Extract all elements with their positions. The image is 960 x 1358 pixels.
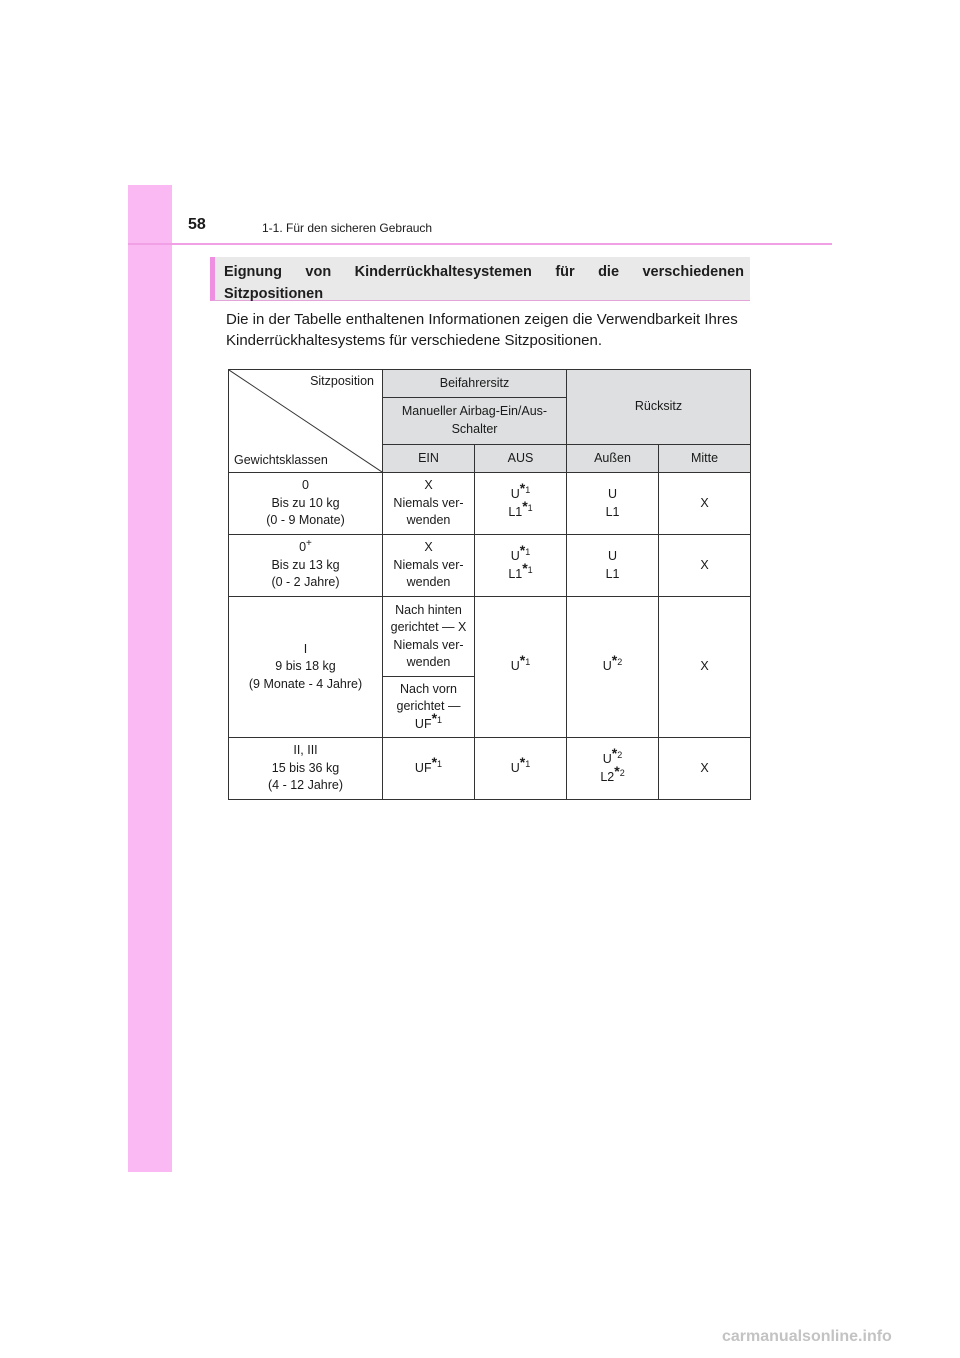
corner-header-cell (229, 370, 383, 473)
asterisk-icon: * (611, 744, 618, 761)
weight-class-cell: II, III 15 bis 36 kg (4 - 12 Jahre) (229, 738, 383, 800)
col-header-aus: AUS (475, 444, 567, 472)
watermark: carmanualsonline.info (722, 1328, 892, 1345)
table-row (229, 535, 751, 597)
rear-seat-header: Rücksitz (567, 370, 751, 445)
asterisk-icon: * (611, 652, 618, 669)
aussen-cell: U*$^2$ (567, 597, 659, 738)
aussen-cell: U L1 (567, 535, 659, 597)
ein-cell: UF*$^1$ (383, 738, 475, 800)
table-row (229, 473, 751, 535)
asterisk-icon: * (431, 709, 438, 726)
asterisk-icon: * (522, 559, 528, 576)
table-row (229, 738, 751, 800)
col-header-mitte: Mitte (659, 444, 751, 472)
asterisk-icon: * (519, 479, 526, 496)
ein-cell: X Niemals ver- wenden (383, 473, 475, 535)
asterisk-icon: * (519, 753, 526, 770)
col-header-aussen: Außen (567, 444, 659, 472)
asterisk-icon: * (614, 762, 620, 779)
page-number: 58 (188, 216, 206, 233)
mitte-cell: X (659, 535, 751, 597)
section-title: 1-1. Für den sicheren Gebrauch (262, 221, 433, 235)
mitte-cell: X (659, 738, 751, 800)
aus-cell: U*$^1$ (475, 597, 567, 738)
asterisk-icon: * (519, 652, 526, 669)
weight-class-cell: I 9 bis 18 kg (9 Monate - 4 Jahre) (229, 597, 383, 738)
asterisk-icon: * (431, 753, 438, 770)
header-divider (128, 243, 832, 245)
airbag-switch-header: Manueller Airbag-Ein/Aus-Schalter (383, 398, 567, 444)
box-heading: Eignung von Kinderrückhaltesystemen für die verschiedenen Sitzpositionen (210, 257, 750, 301)
table-row (229, 597, 751, 677)
weight-class-cell: 0+ Bis zu 13 kg (0 - 2 Jahre) (229, 535, 383, 597)
aussen-cell: U*$^2$ L2*$^2$ (567, 738, 659, 800)
front-seat-header: Beifahrersitz (383, 370, 567, 398)
intro-paragraph: Die in der Tabelle enthaltenen Informationen zeigen die Verwendbarkeit Ihres Kinderrückhaltesystems für verschiedene Sitzpositionen. (226, 311, 738, 349)
ein-cell: X Niemals ver- wenden (383, 535, 475, 597)
aus-cell: U*$^1$ L1*$^1$ (475, 473, 567, 535)
ein-rear-facing-cell: Nach hinten gerichtet — X Niemals ver- wenden (383, 597, 475, 677)
mitte-cell: X (659, 597, 751, 738)
mitte-cell: X (659, 473, 751, 535)
suitability-table (228, 369, 751, 800)
corner-weight-class-label: Gewichtsklassen (234, 452, 328, 467)
aussen-cell: U L1 (567, 473, 659, 535)
col-header-ein: EIN (383, 444, 475, 472)
ein-forward-facing-cell: Nach vorn gerichtet — UF*$^1$ (383, 677, 475, 738)
aus-cell: U*$^1$ (475, 738, 567, 800)
corner-seat-position-label: Sitzposition (310, 374, 374, 388)
aus-cell: U*$^1$ L1*$^1$ (475, 535, 567, 597)
pink-sidebar (128, 185, 172, 1172)
weight-class-cell: 0 Bis zu 10 kg (0 - 9 Monate) (229, 473, 383, 535)
asterisk-icon: * (519, 541, 526, 558)
asterisk-icon: * (522, 497, 528, 514)
